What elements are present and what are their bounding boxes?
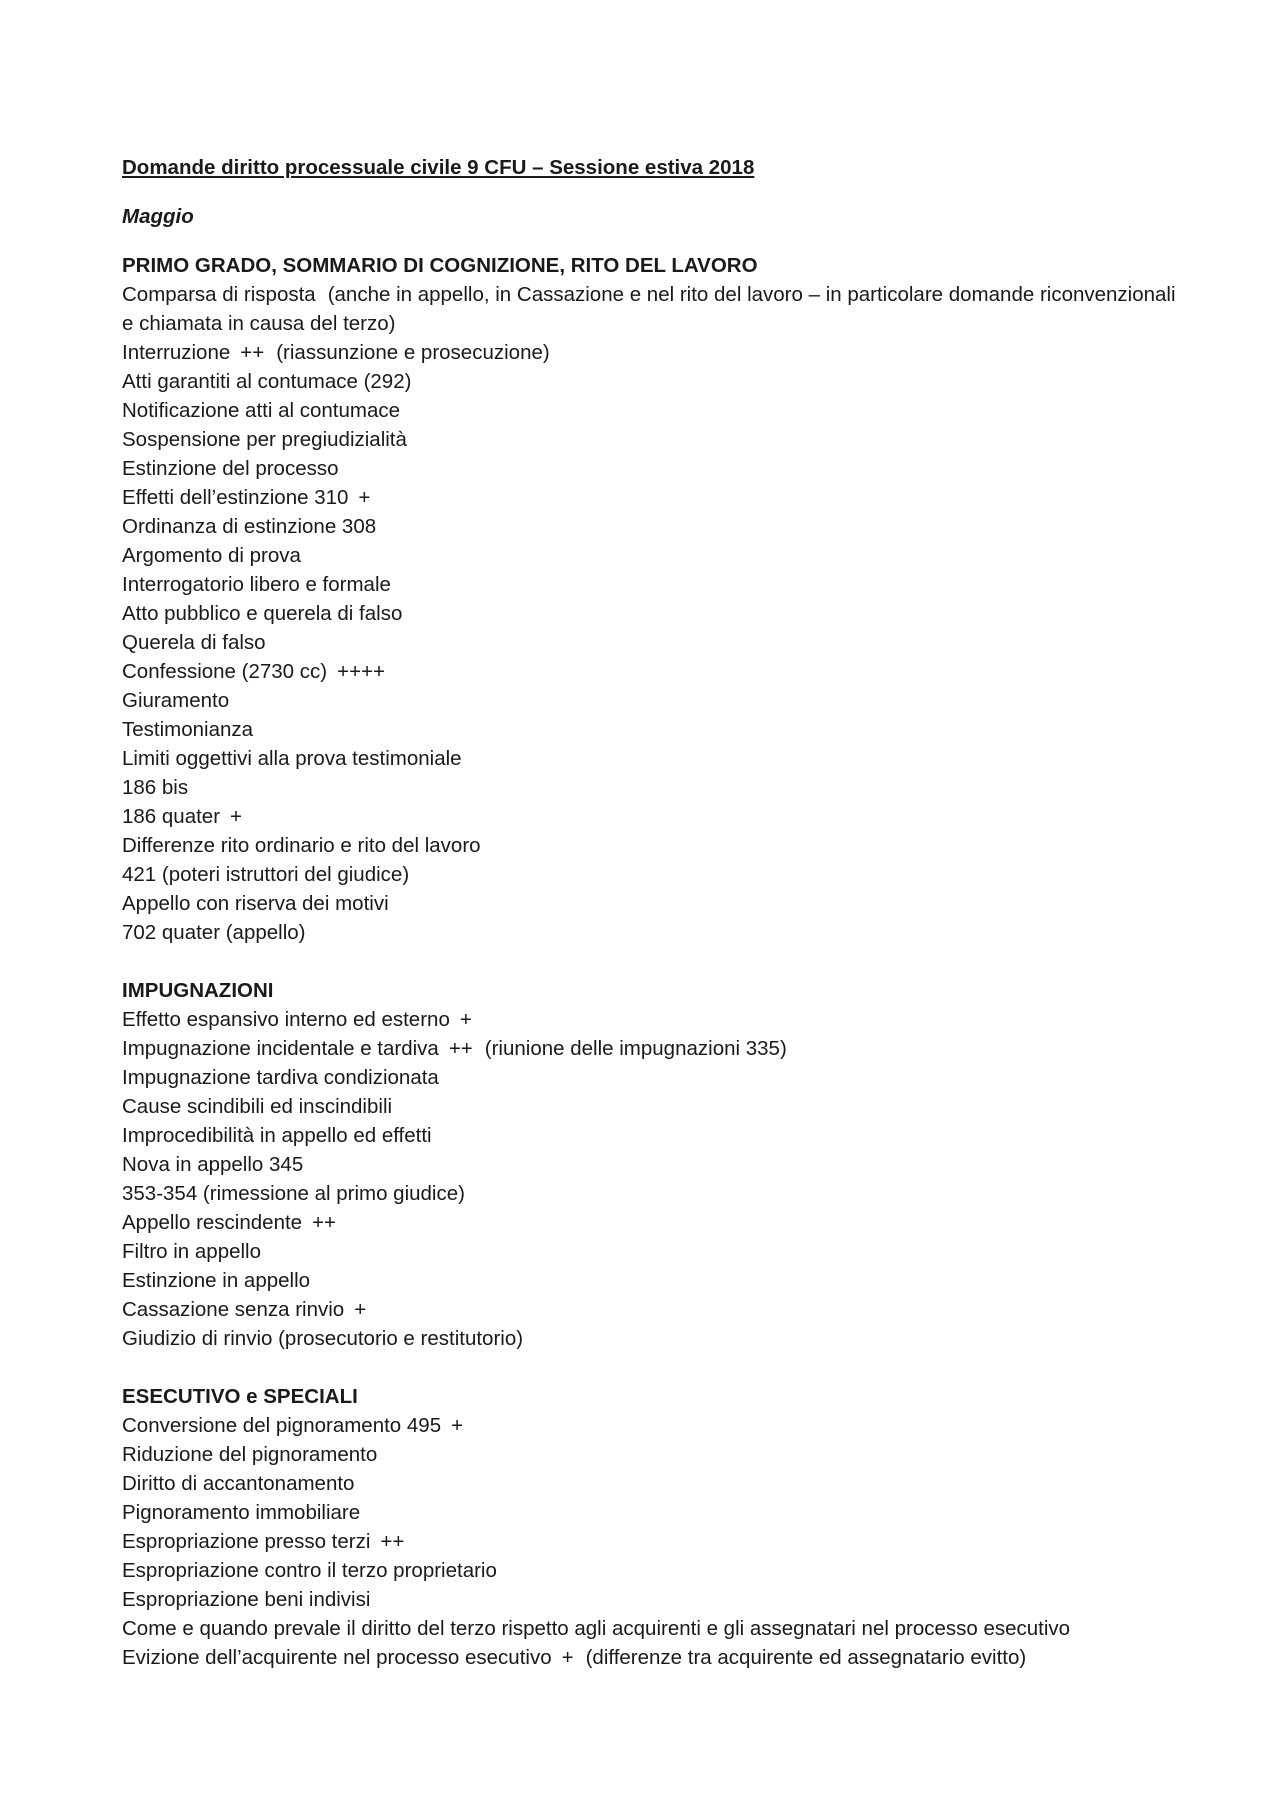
question-item — [122, 1469, 1182, 1498]
question-label: Interruzione — [122, 341, 231, 364]
question-note: (differenze tra acquirente ed assegnatario evitto) — [585, 1646, 1027, 1669]
question-item — [122, 1179, 1182, 1208]
section-heading: PRIMO GRADO, SOMMARIO DI COGNIZIONE, RITO DEL LAVORO — [122, 254, 758, 277]
question-label: Notificazione atti al contumace — [122, 399, 401, 422]
priority-mark: + — [358, 486, 371, 509]
question-item — [122, 396, 1182, 425]
question-label: Giuramento — [122, 689, 230, 712]
question-label: Cause scindibili ed inscindibili — [122, 1095, 393, 1118]
question-item — [122, 1121, 1182, 1150]
question-label: 421 (poteri istruttori del giudice) — [122, 863, 410, 886]
question-item — [122, 1295, 1182, 1324]
question-label: Pignoramento immobiliare — [122, 1501, 361, 1524]
question-item — [122, 744, 1182, 773]
question-item — [122, 570, 1182, 599]
question-label: Cassazione senza rinvio — [122, 1298, 345, 1321]
question-label: Interrogatorio libero e formale — [122, 573, 391, 596]
question-list — [122, 1005, 1182, 1353]
priority-mark: ++ — [240, 341, 265, 364]
question-item — [122, 802, 1182, 831]
question-label: Ordinanza di estinzione 308 — [122, 515, 377, 538]
question-item — [122, 367, 1182, 396]
question-item — [122, 1527, 1182, 1556]
question-item — [122, 1643, 1182, 1672]
sections-container — [122, 251, 1182, 1672]
question-item — [122, 657, 1182, 686]
question-item — [122, 628, 1182, 657]
question-item — [122, 1150, 1182, 1179]
question-label: 353-354 (rimessione al primo giudice) — [122, 1182, 465, 1205]
question-label: Improcedibilità in appello ed effetti — [122, 1124, 432, 1147]
question-item — [122, 425, 1182, 454]
question-label: Riduzione del pignoramento — [122, 1443, 378, 1466]
section — [122, 976, 1182, 1353]
section-heading: ESECUTIVO e SPECIALI — [122, 1385, 358, 1408]
question-item — [122, 1034, 1182, 1063]
question-label: Espropriazione presso terzi — [122, 1530, 371, 1553]
question-label: 702 quater (appello) — [122, 921, 306, 944]
question-note: (anche in appello, in Cassazione e nel rito del lavoro – in particolare domande riconvenzionali e chiamata in causa del terzo) — [122, 283, 1182, 335]
section — [122, 1382, 1182, 1672]
question-label: Querela di falso — [122, 631, 266, 654]
priority-mark: ++ — [448, 1037, 473, 1060]
priority-mark: ++++ — [337, 660, 386, 683]
question-item — [122, 1614, 1182, 1643]
question-item — [122, 773, 1182, 802]
priority-mark: + — [230, 805, 243, 828]
question-label: Come e quando prevale il diritto del terzo rispetto agli acquirenti e gli assegnatari nel processo esecutivo — [122, 1617, 1071, 1640]
question-label: Impugnazione tardiva condizionata — [122, 1066, 439, 1089]
question-item — [122, 599, 1182, 628]
question-label: Effetto espansivo interno ed esterno — [122, 1008, 450, 1031]
question-item — [122, 1208, 1182, 1237]
question-label: Sospensione per pregiudizialità — [122, 428, 407, 451]
question-label: Giudizio di rinvio (prosecutorio e restitutorio) — [122, 1327, 524, 1350]
question-item — [122, 831, 1182, 860]
question-item — [122, 1063, 1182, 1092]
document-title: Domande diritto processuale civile 9 CFU – Sessione estiva 2018 — [122, 156, 755, 179]
question-label: Diritto di accantonamento — [122, 1472, 355, 1495]
question-item — [122, 338, 1182, 367]
question-list — [122, 1411, 1182, 1672]
question-item — [122, 918, 1182, 947]
priority-mark: + — [561, 1646, 574, 1669]
priority-mark: ++ — [380, 1530, 405, 1553]
question-label: 186 bis — [122, 776, 189, 799]
question-label: Limiti oggettivi alla prova testimoniale — [122, 747, 462, 770]
question-item — [122, 715, 1182, 744]
question-label: Estinzione in appello — [122, 1269, 311, 1292]
question-item — [122, 512, 1182, 541]
question-item — [122, 860, 1182, 889]
question-item — [122, 1237, 1182, 1266]
question-label: Conversione del pignoramento 495 — [122, 1414, 442, 1437]
question-item — [122, 686, 1182, 715]
question-note: (riassunzione e prosecuzione) — [276, 341, 550, 364]
question-label: Confessione (2730 cc) — [122, 660, 328, 683]
priority-mark: + — [451, 1414, 464, 1437]
question-label: Comparsa di risposta — [122, 283, 316, 306]
question-label: Estinzione del processo — [122, 457, 339, 480]
question-note: (riunione delle impugnazioni 335) — [484, 1037, 787, 1060]
question-item — [122, 541, 1182, 570]
question-label: Testimonianza — [122, 718, 254, 741]
question-label: Differenze rito ordinario e rito del lavoro — [122, 834, 481, 857]
question-label: Nova in appello 345 — [122, 1153, 304, 1176]
question-label: Effetti dell’estinzione 310 — [122, 486, 349, 509]
question-label: Appello rescindente — [122, 1211, 303, 1234]
question-item — [122, 889, 1182, 918]
question-item — [122, 1556, 1182, 1585]
question-item — [122, 280, 1182, 338]
month-heading: Maggio — [122, 205, 194, 228]
priority-mark: + — [459, 1008, 472, 1031]
document-page — [122, 153, 1182, 1701]
section — [122, 251, 1182, 947]
question-item — [122, 1005, 1182, 1034]
question-label: Atti garantiti al contumace (292) — [122, 370, 412, 393]
question-label: Argomento di prova — [122, 544, 301, 567]
question-label: Filtro in appello — [122, 1240, 262, 1263]
question-item — [122, 1585, 1182, 1614]
question-label: Espropriazione beni indivisi — [122, 1588, 371, 1611]
section-heading: IMPUGNAZIONI — [122, 979, 274, 1002]
priority-mark: ++ — [312, 1211, 337, 1234]
question-item — [122, 483, 1182, 512]
question-item — [122, 454, 1182, 483]
question-label: Impugnazione incidentale e tardiva — [122, 1037, 439, 1060]
question-item — [122, 1440, 1182, 1469]
question-item — [122, 1092, 1182, 1121]
question-item — [122, 1324, 1182, 1353]
question-item — [122, 1411, 1182, 1440]
question-item — [122, 1498, 1182, 1527]
question-label: Appello con riserva dei motivi — [122, 892, 389, 915]
question-label: Espropriazione contro il terzo proprietario — [122, 1559, 497, 1582]
question-item — [122, 1266, 1182, 1295]
question-label: 186 quater — [122, 805, 221, 828]
question-label: Atto pubblico e querela di falso — [122, 602, 403, 625]
priority-mark: + — [354, 1298, 367, 1321]
question-list — [122, 280, 1182, 947]
question-label: Evizione dell’acquirente nel processo esecutivo — [122, 1646, 552, 1669]
